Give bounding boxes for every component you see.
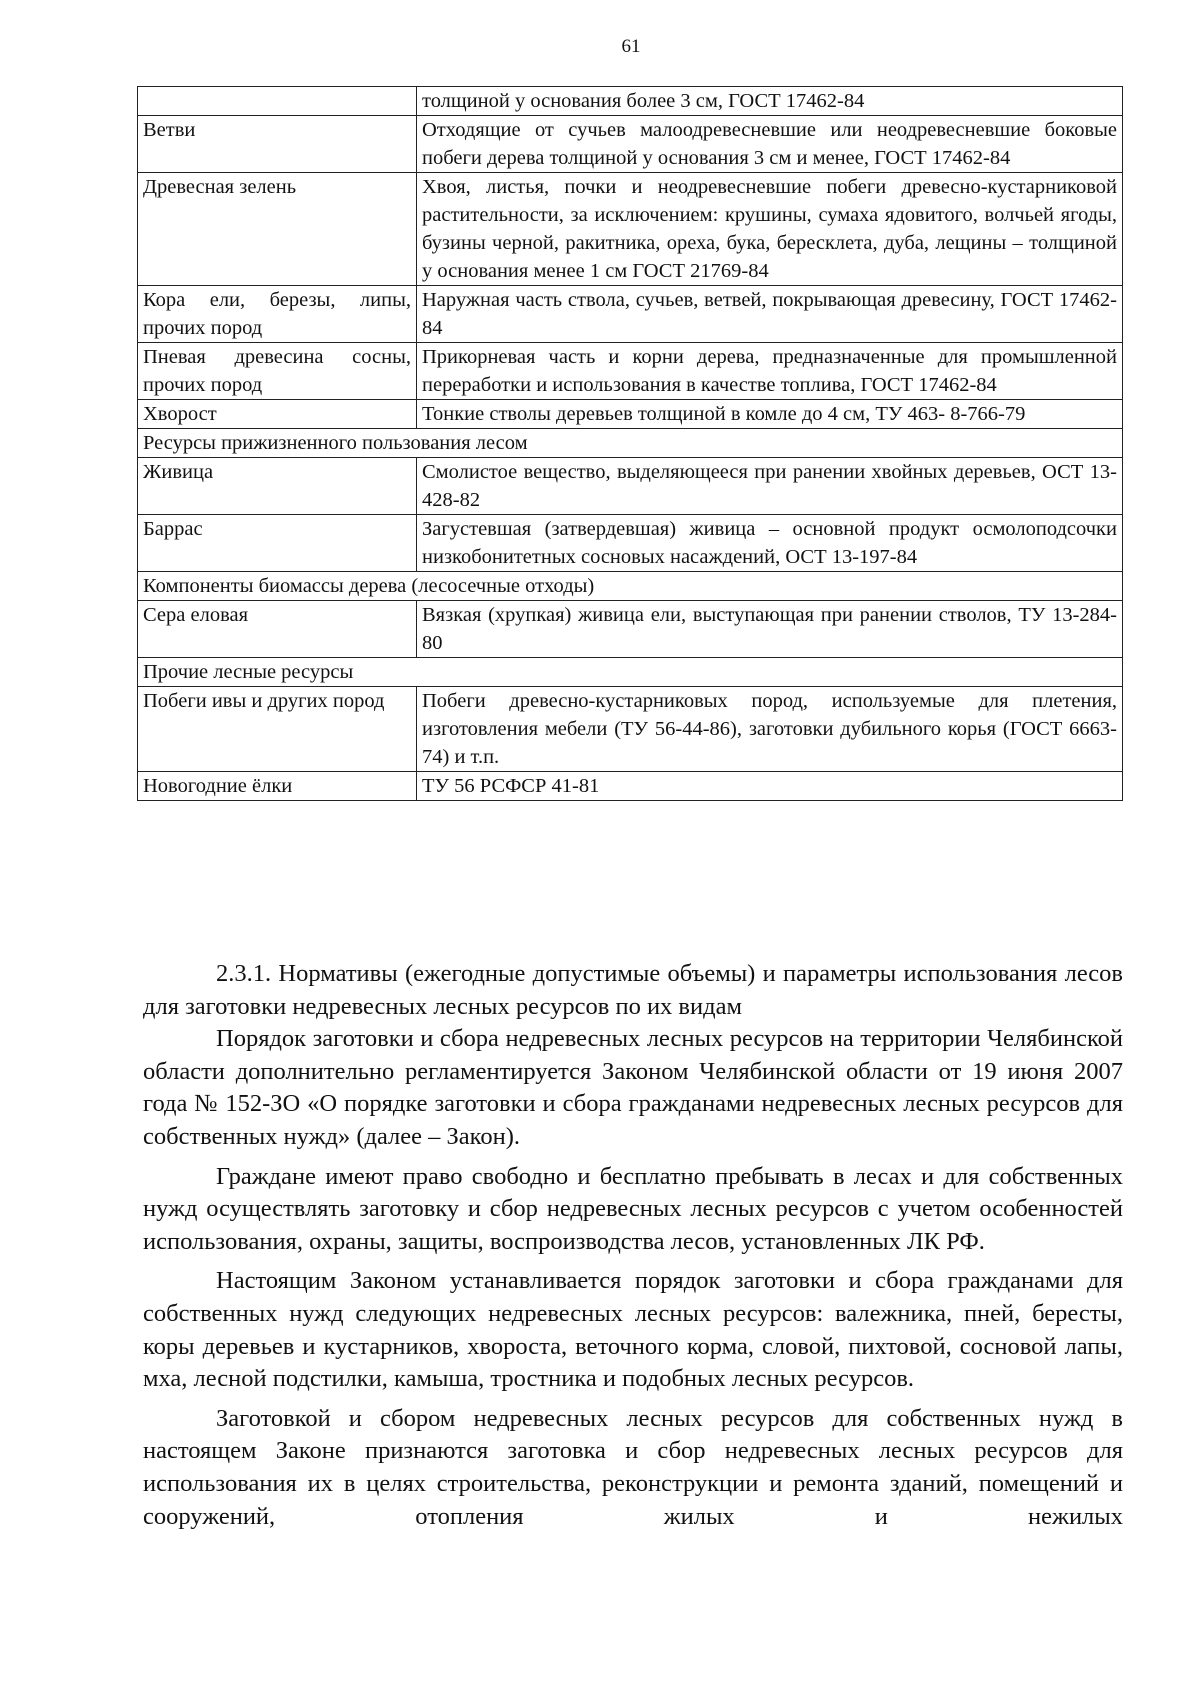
term-cell: Живица: [138, 458, 417, 515]
definition-cell: Смолистое вещество, выделяющееся при ранении хвойных деревьев, ОСТ 13-428-82: [417, 458, 1123, 515]
definition-cell: ТУ 56 РСФСР 41-81: [417, 772, 1123, 801]
section-header-cell: Ресурсы прижизненного пользования лесом: [138, 429, 1123, 458]
definition-cell: Загустевшая (затвердевшая) живица – основной продукт осмолоподсочки низкобонитетных сосновых насаждений, ОСТ 13-197-84: [417, 515, 1123, 572]
table-row: [138, 458, 1123, 515]
term-cell: [138, 87, 417, 116]
table-row: [138, 601, 1123, 658]
definition-cell: толщиной у основания более 3 см, ГОСТ 17462-84: [417, 87, 1123, 116]
definition-cell: Хвоя, листья, почки и неодревесневшие побеги древесно-кустарниковой растительности, за исключением: крушины, сумаха ядовитого, волчьей ягоды, бузины черной, ракитника, ореха, бука, бересклета, дуба, лещины – толщиной у основания менее 1 см ГОСТ 21769-84: [417, 173, 1123, 286]
definition-cell: Отходящие от сучьев малоодревесневшие или неодревесневшие боковые побеги дерева толщиной у основания 3 см и менее, ГОСТ 17462-84: [417, 116, 1123, 173]
section-heading: [143, 958, 1123, 1023]
term-cell: Новогодние ёлки: [138, 772, 417, 801]
table-row: [138, 87, 1123, 116]
section-header-cell: Компоненты биомассы дерева (лесосечные отходы): [138, 572, 1123, 601]
table-row: [138, 772, 1123, 801]
definition-cell: Прикорневая часть и корни дерева, предназначенные для промышленной переработки и использования в качестве топлива, ГОСТ 17462-84: [417, 343, 1123, 400]
definition-cell: Наружная часть ствола, сучьев, ветвей, покрывающая древесину, ГОСТ 17462-84: [417, 286, 1123, 343]
term-cell: Хворост: [138, 400, 417, 429]
paragraph: Граждане имеют право свободно и бесплатно пребывать в лесах и для собственных нужд осуществлять заготовку и сбор недревесных лесных ресурсов с учетом особенностей использования, охраны, защиты, воспроизводства лесов, установленных ЛК РФ.: [143, 1162, 1123, 1255]
table-section-row: [138, 572, 1123, 601]
section-header-cell: Прочие лесные ресурсы: [138, 658, 1123, 687]
table-row: [138, 400, 1123, 429]
definition-cell: Побеги древесно-кустарниковых пород, используемые для плетения, изготовления мебели (ТУ 56-44-86), заготовки дубильного корья (ГОСТ 6663-74) и т.п.: [417, 687, 1123, 772]
term-cell: Баррас: [138, 515, 417, 572]
term-cell: Пневая древесина сосны, прочих пород: [138, 343, 417, 400]
definition-cell: Вязкая (хрупкая) живица ели, выступающая при ранении стволов, ТУ 13-284-80: [417, 601, 1123, 658]
table-section-row: [138, 658, 1123, 687]
section-heading-text: Нормативы (ежегодные допустимые объемы) и параметры использования лесов для заготовки недревесных лесных ресурсов по их видам: [143, 960, 1124, 1020]
term-cell: Ветви: [138, 116, 417, 173]
table-row: [138, 343, 1123, 400]
table-row: [138, 116, 1123, 173]
paragraph: Порядок заготовки и сбора недревесных лесных ресурсов на территории Челябинской области дополнительно регламентируется Законом Челябинской области от 19 июня 2007 года № 152-ЗО «О порядке заготовки и сбора гражданами недревесных лесных ресурсов для собственных нужд» (далее – Закон).: [143, 1025, 1123, 1150]
paragraph: Заготовкой и сбором недревесных лесных ресурсов для собственных нужд в настоящем Законе признаются заготовка и сбор недревесных лесных ресурсов для использования их в целях строительства, реконструкции и ремонта зданий, помещений и сооружений, отопления жилых и нежилых: [143, 1404, 1123, 1530]
body-text: [143, 958, 1123, 1533]
term-cell: Побеги ивы и других пород: [138, 687, 417, 772]
definition-cell: Тонкие стволы деревьев толщиной в комле до 4 см, ТУ 463- 8-766-79: [417, 400, 1123, 429]
term-cell: Сера еловая: [138, 601, 417, 658]
resource-table: [137, 86, 1123, 801]
table-row: [138, 173, 1123, 286]
page-number: 61: [621, 36, 641, 57]
term-cell: Древесная зелень: [138, 173, 417, 286]
table-row: [138, 286, 1123, 343]
table-row: [138, 515, 1123, 572]
section-heading-number: 2.3.1.: [216, 960, 272, 987]
term-cell: Кора ели, березы, липы, прочих пород: [138, 286, 417, 343]
table-row: [138, 687, 1123, 772]
table-section-row: [138, 429, 1123, 458]
paragraph: Настоящим Законом устанавливается порядок заготовки и сбора гражданами для собственных нужд следующих недревесных лесных ресурсов: валежника, пней, бересты, коры деревьев и кустарников, хвороста, веточного корма, словой, пихтовой, сосновой лапы, мха, лесной подстилки, камыша, тростника и подобных лесных ресурсов.: [143, 1267, 1123, 1393]
